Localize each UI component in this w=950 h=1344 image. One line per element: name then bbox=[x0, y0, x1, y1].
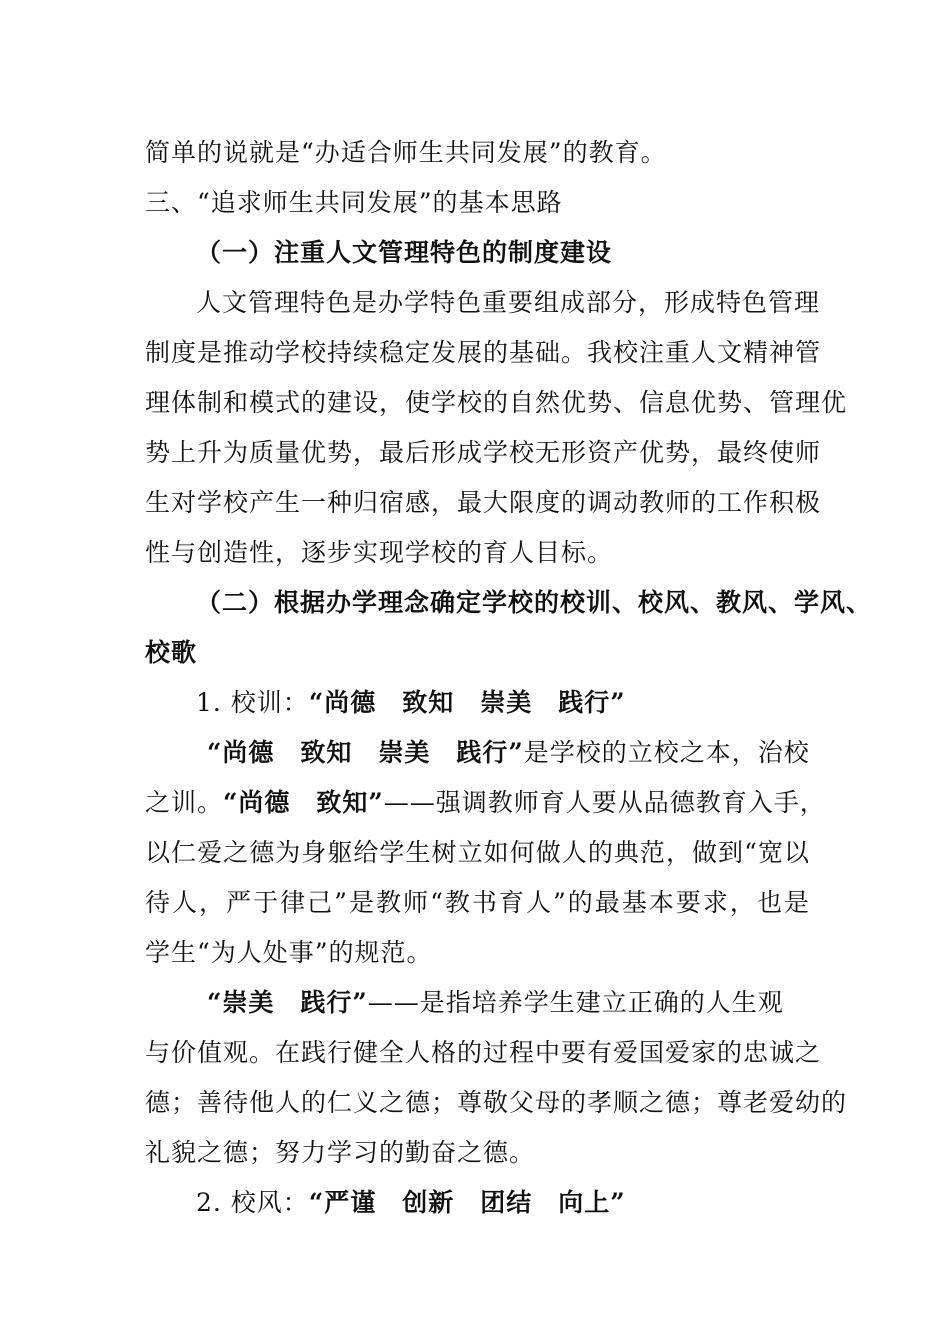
paragraph-line: 以仁爱之德为身躯给学生树立如何做人的典范，做到“宽以 bbox=[145, 838, 810, 867]
paragraph-line: 生对学校产生一种归宿感，最大限度的调动教师的工作积极 bbox=[145, 488, 822, 517]
paragraph-line: 制度是推动学校持续稳定发展的基础。我校注重人文精神管 bbox=[145, 338, 822, 367]
paragraph-line: “崇美 践行”——是指培养学生建立正确的人生观 bbox=[207, 988, 784, 1017]
motto-label: 2. 校风： bbox=[196, 1188, 309, 1217]
paragraph-line: 人文管理特色是办学特色重要组成部分，形成特色管理 bbox=[196, 288, 821, 317]
motto-value: “尚德 致知 崇美 践行” bbox=[308, 688, 626, 717]
paragraph-line: 学生“为人处事”的规范。 bbox=[145, 938, 433, 967]
motto-label: 1. 校训： bbox=[196, 688, 309, 717]
motto-quote: “尚德 致知 崇美 践行” bbox=[207, 738, 524, 767]
motto-quote: “崇美 践行” bbox=[207, 988, 368, 1017]
motto-item bbox=[196, 686, 810, 720]
subsection-heading-2: （二）根据办学理念确定学校的校训、校风、教风、学风、 bbox=[196, 588, 873, 617]
paragraph-line: 势上升为质量优势，最后形成学校无形资产优势，最终使师 bbox=[145, 438, 822, 467]
paragraph-line: 德；善待他人的仁义之德；尊敬父母的孝顺之德；尊老爱幼的 bbox=[145, 1088, 848, 1117]
paragraph-line: 性与创造性，逐步实现学校的育人目标。 bbox=[145, 538, 614, 567]
paragraph-line: “尚德 致知 崇美 践行”是学校的立校之本，治校 bbox=[207, 738, 810, 767]
motto-value: “严谨 创新 团结 向上” bbox=[308, 1188, 626, 1217]
paragraph-line: 简单的说就是“办适合师生共同发展”的教育。 bbox=[145, 138, 667, 167]
subsection-heading-2-cont: 校歌 bbox=[145, 638, 198, 667]
paragraph-line: 理体制和模式的建设，使学校的自然优势、信息优势、管理优 bbox=[145, 388, 848, 417]
paragraph-line: 与价值观。在践行健全人格的过程中要有爱国爱家的忠诚之 bbox=[145, 1038, 822, 1067]
motto-quote: “尚德 致知” bbox=[223, 788, 384, 817]
subsection-heading-1: （一）注重人文管理特色的制度建设 bbox=[196, 238, 613, 267]
paragraph-line: 待人，严于律己”是教师“教书育人”的最基本要求，也是 bbox=[145, 888, 810, 917]
section-heading: 三、“追求师生共同发展”的基本思路 bbox=[145, 188, 563, 217]
motto-item bbox=[196, 1186, 810, 1220]
paragraph-line: 之训。“尚德 致知”——强调教师育人要从品德教育入手， bbox=[145, 788, 826, 817]
paragraph-line: 礼貌之德；努力学习的勤奋之德。 bbox=[145, 1138, 536, 1167]
